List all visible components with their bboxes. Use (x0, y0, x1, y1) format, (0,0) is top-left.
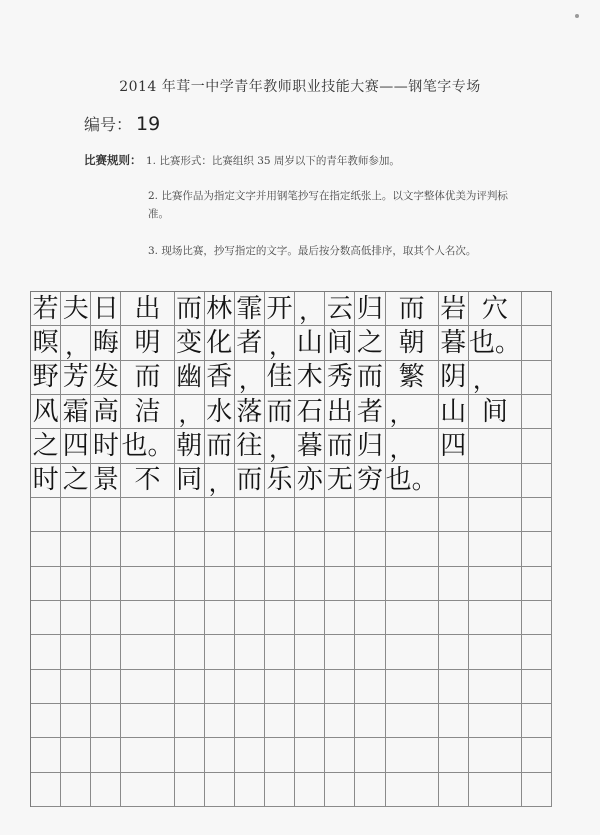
grid-character: 者 (355, 395, 385, 429)
grid-cell (31, 532, 61, 566)
grid-character: 山 (439, 395, 469, 429)
grid-cell (522, 395, 552, 429)
grid-cell (61, 635, 91, 669)
grid-character: 朝 (386, 326, 439, 360)
grid-character: ， (61, 326, 91, 360)
grid-character: 穴 (469, 292, 522, 326)
grid-cell (325, 498, 355, 532)
grid-cell (469, 773, 522, 807)
entry-number (84, 112, 160, 135)
grid-character: 时 (91, 429, 121, 463)
grid-character: 繁 (386, 361, 439, 395)
rule-2: 2. 比赛作品为指定文字并用钢笔抄写在指定纸张上。以文字整体优美为评判标准。 (148, 190, 508, 220)
grid-cell (61, 567, 91, 601)
grid-cell (235, 567, 265, 601)
grid-character: ， (295, 292, 325, 326)
grid-cell (61, 532, 91, 566)
grid-cell (325, 567, 355, 601)
grid-character: 无 (325, 464, 355, 498)
grid-cell (295, 670, 325, 704)
grid-character: 发 (91, 361, 121, 395)
writing-grid (30, 291, 552, 807)
grid-cell (386, 601, 439, 635)
grid-cell (355, 773, 385, 807)
grid-character: ， (205, 464, 235, 498)
grid-character: ， (386, 395, 439, 429)
grid-cell (205, 567, 235, 601)
grid-cell (469, 532, 522, 566)
grid-cell (522, 326, 552, 360)
grid-cell (205, 738, 235, 772)
grid-cell (91, 738, 121, 772)
grid-cell (235, 601, 265, 635)
grid-cell (205, 635, 235, 669)
grid-cell (469, 429, 522, 463)
grid-character: 云 (325, 292, 355, 326)
grid-cell (31, 635, 61, 669)
grid-character: 景 (91, 464, 121, 498)
grid-cell (265, 498, 295, 532)
grid-character: 变 (175, 326, 205, 360)
grid-cell (386, 738, 439, 772)
grid-character: 而 (355, 361, 385, 395)
grid-cell (522, 670, 552, 704)
grid-cell (121, 635, 174, 669)
grid-character: 而 (386, 292, 439, 326)
grid-cell (265, 532, 295, 566)
grid-character: 归 (355, 429, 385, 463)
grid-cell (121, 704, 174, 738)
grid-character: ， (175, 395, 205, 429)
grid-cell (386, 498, 439, 532)
grid-character: 若 (31, 292, 61, 326)
grid-cell (235, 670, 265, 704)
grid-character: 化 (205, 326, 235, 360)
grid-cell (295, 635, 325, 669)
grid-character: 朝 (175, 429, 205, 463)
grid-cell (61, 498, 91, 532)
grid-cell (522, 601, 552, 635)
grid-cell (439, 738, 469, 772)
grid-character: 而 (121, 361, 174, 395)
grid-cell (355, 704, 385, 738)
grid-cell (386, 704, 439, 738)
grid-cell (175, 773, 205, 807)
grid-cell (295, 532, 325, 566)
grid-cell (439, 601, 469, 635)
grid-character: 开 (265, 292, 295, 326)
grid-character: 秀 (325, 361, 355, 395)
grid-character: 亦 (295, 464, 325, 498)
grid-cell (469, 567, 522, 601)
grid-cell (91, 773, 121, 807)
grid-character: 间 (325, 326, 355, 360)
grid-cell (439, 532, 469, 566)
grid-character: 幽 (175, 361, 205, 395)
page-title: 2014 年茸一中学青年教师职业技能大赛——钢笔字专场 (119, 79, 481, 95)
grid-character: 之 (61, 464, 91, 498)
grid-character: 木 (295, 361, 325, 395)
grid-cell (61, 601, 91, 635)
grid-character: 者 (235, 326, 265, 360)
grid-cell (469, 601, 522, 635)
grid-cell (205, 498, 235, 532)
grid-cell (175, 532, 205, 566)
grid-character: 而 (235, 464, 265, 498)
grid-cell (235, 773, 265, 807)
grid-character: 暮 (439, 326, 469, 360)
grid-cell (265, 601, 295, 635)
grid-cell (355, 635, 385, 669)
grid-cell (386, 532, 439, 566)
grid-cell (325, 773, 355, 807)
grid-cell (295, 704, 325, 738)
grid-cell (121, 532, 174, 566)
grid-cell (61, 773, 91, 807)
entry-number-value: 19 (136, 113, 161, 135)
grid-cell (386, 635, 439, 669)
grid-cell (325, 738, 355, 772)
grid-cell (121, 773, 174, 807)
grid-cell (31, 704, 61, 738)
grid-character: 高 (91, 395, 121, 429)
grid-character: 之 (31, 429, 61, 463)
grid-cell (325, 635, 355, 669)
grid-cell (121, 601, 174, 635)
grid-cell (522, 429, 552, 463)
grid-cell (175, 498, 205, 532)
grid-cell (205, 704, 235, 738)
grid-cell (295, 498, 325, 532)
grid-cell (522, 532, 552, 566)
grid-character: 佳 (265, 361, 295, 395)
grid-cell (91, 670, 121, 704)
grid-cell (439, 567, 469, 601)
grid-cell (469, 635, 522, 669)
grid-cell (522, 635, 552, 669)
grid-cell (265, 738, 295, 772)
grid-character: ， (386, 429, 439, 463)
grid-cell (61, 670, 91, 704)
grid-cell (205, 670, 235, 704)
grid-character: 出 (325, 395, 355, 429)
grid-character: 时 (31, 464, 61, 498)
grid-cell (522, 738, 552, 772)
grid-cell (522, 498, 552, 532)
grid-character: 四 (439, 429, 469, 463)
grid-cell (175, 635, 205, 669)
grid-cell (522, 773, 552, 807)
grid-cell (355, 498, 385, 532)
grid-character: ， (265, 326, 295, 360)
grid-character: 也。 (121, 429, 174, 463)
grid-cell (265, 635, 295, 669)
grid-character: 之 (355, 326, 385, 360)
grid-cell (175, 567, 205, 601)
grid-cell (31, 498, 61, 532)
grid-cell (439, 498, 469, 532)
grid-character: 而 (205, 429, 235, 463)
grid-cell (295, 773, 325, 807)
grid-cell (205, 532, 235, 566)
grid-cell (121, 670, 174, 704)
grid-character: ， (469, 361, 522, 395)
grid-cell (522, 567, 552, 601)
grid-character: 石 (295, 395, 325, 429)
grid-cell (295, 567, 325, 601)
grid-cell (175, 601, 205, 635)
rules-label: 比赛规则： (84, 153, 142, 167)
grid-character: 出 (121, 292, 174, 326)
grid-cell (295, 601, 325, 635)
grid-cell (325, 670, 355, 704)
grid-character: 往 (235, 429, 265, 463)
grid-character: 霜 (61, 395, 91, 429)
grid-cell (439, 464, 469, 498)
grid-cell (91, 532, 121, 566)
grid-cell (265, 670, 295, 704)
grid-cell (469, 738, 522, 772)
grid-cell (265, 773, 295, 807)
grid-cell (386, 670, 439, 704)
grid-character: 穷 (355, 464, 385, 498)
grid-character: 山 (295, 326, 325, 360)
rule-1: 1. 比赛形式：比赛组织 35 周岁以下的青年教师参加。 (146, 155, 400, 167)
grid-cell (355, 532, 385, 566)
grid-character: 香 (205, 361, 235, 395)
grid-character: 阴 (439, 361, 469, 395)
grid-character: 洁 (121, 395, 174, 429)
grid-cell (325, 601, 355, 635)
grid-cell (355, 567, 385, 601)
grid-cell (439, 704, 469, 738)
grid-cell (386, 567, 439, 601)
grid-cell (61, 738, 91, 772)
grid-cell (31, 567, 61, 601)
grid-character: 明 (121, 326, 174, 360)
grid-cell (522, 704, 552, 738)
grid-cell (121, 498, 174, 532)
grid-character: 水 (205, 395, 235, 429)
grid-character: 间 (469, 395, 522, 429)
grid-character: 归 (355, 292, 385, 326)
grid-character: ， (265, 429, 295, 463)
grid-cell (205, 773, 235, 807)
grid-cell (235, 738, 265, 772)
grid-cell (522, 464, 552, 498)
grid-character: 霏 (235, 292, 265, 326)
grid-cell (175, 704, 205, 738)
grid-cell (31, 670, 61, 704)
grid-cell (175, 738, 205, 772)
grid-character: 四 (61, 429, 91, 463)
grid-character: 风 (31, 395, 61, 429)
grid-character: 岩 (439, 292, 469, 326)
grid-cell (325, 532, 355, 566)
grid-character: 暝 (31, 326, 61, 360)
grid-character: 也。 (469, 326, 522, 360)
grid-cell (205, 601, 235, 635)
grid-cell (439, 635, 469, 669)
grid-cell (91, 704, 121, 738)
grid-cell (439, 773, 469, 807)
grid-cell (235, 635, 265, 669)
rule-3: 3. 现场比赛，抄写指定的文字。最后按分数高低排序，取其个人名次。 (148, 245, 477, 257)
grid-cell (31, 738, 61, 772)
grid-cell (91, 498, 121, 532)
grid-cell (91, 635, 121, 669)
grid-character: 也。 (386, 464, 439, 498)
grid-cell (469, 464, 522, 498)
grid-cell (386, 773, 439, 807)
grid-character: 而 (175, 292, 205, 326)
scan-dot (575, 14, 579, 18)
grid-character: 而 (325, 429, 355, 463)
grid-cell (522, 292, 552, 326)
grid-character: 日 (91, 292, 121, 326)
grid-cell (235, 498, 265, 532)
grid-cell (235, 704, 265, 738)
grid-cell (439, 670, 469, 704)
entry-number-label: 编号： (84, 115, 133, 134)
grid-cell (469, 670, 522, 704)
grid-character: 野 (31, 361, 61, 395)
grid-cell (355, 738, 385, 772)
grid-character: 暮 (295, 429, 325, 463)
grid-cell (175, 670, 205, 704)
grid-character: 林 (205, 292, 235, 326)
grid-cell (469, 498, 522, 532)
grid-character: 乐 (265, 464, 295, 498)
grid-cell (91, 601, 121, 635)
grid-cell (522, 361, 552, 395)
grid-cell (355, 670, 385, 704)
grid-cell (325, 704, 355, 738)
grid-character: 同 (175, 464, 205, 498)
grid-character: 而 (265, 395, 295, 429)
grid-character: 夫 (61, 292, 91, 326)
grid-character: ， (235, 361, 265, 395)
grid-cell (235, 532, 265, 566)
grid-cell (265, 567, 295, 601)
grid-cell (121, 567, 174, 601)
grid-cell (91, 567, 121, 601)
grid-character: 晦 (91, 326, 121, 360)
grid-cell (295, 738, 325, 772)
grid-cell (355, 601, 385, 635)
grid-cell (469, 704, 522, 738)
grid-character: 芳 (61, 361, 91, 395)
grid-cell (31, 773, 61, 807)
grid-cell (265, 704, 295, 738)
grid-cell (61, 704, 91, 738)
grid-character: 不 (121, 464, 174, 498)
grid-character: 落 (235, 395, 265, 429)
grid-cell (31, 601, 61, 635)
grid-cell (121, 738, 174, 772)
